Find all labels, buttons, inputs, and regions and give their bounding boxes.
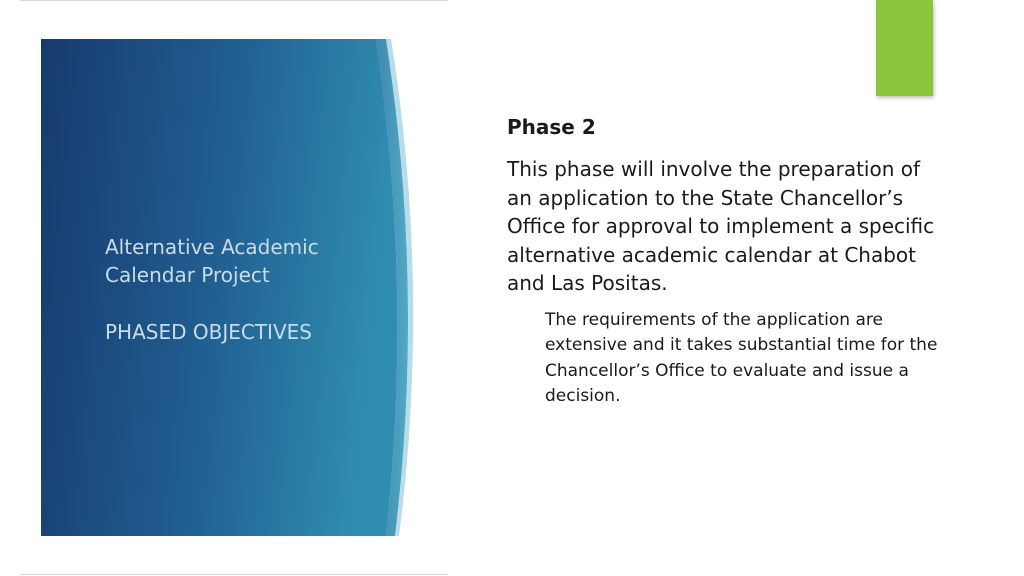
side-title: Alternative Academic Calendar Project [105,235,319,287]
slide-number-tab [876,0,933,126]
bottom-divider [20,574,448,575]
content-area [507,113,967,410]
phase-description: This phase will involve the preparation of an application to the State Chancellor’s Office for approval to implement a specific alternative academic calendar at Chabot and Las Positas. [507,157,935,295]
side-subtitle: PHASED OBJECTIVES [105,320,312,344]
slide-number: 4 [898,102,911,126]
phase-heading: Phase 2 [507,115,596,139]
top-divider [20,0,448,1]
phase-sub-bullet: The requirements of the application are extensive and it takes substantial time for the Chancellor’s Office to evaluate and issue a decision. [545,309,938,406]
